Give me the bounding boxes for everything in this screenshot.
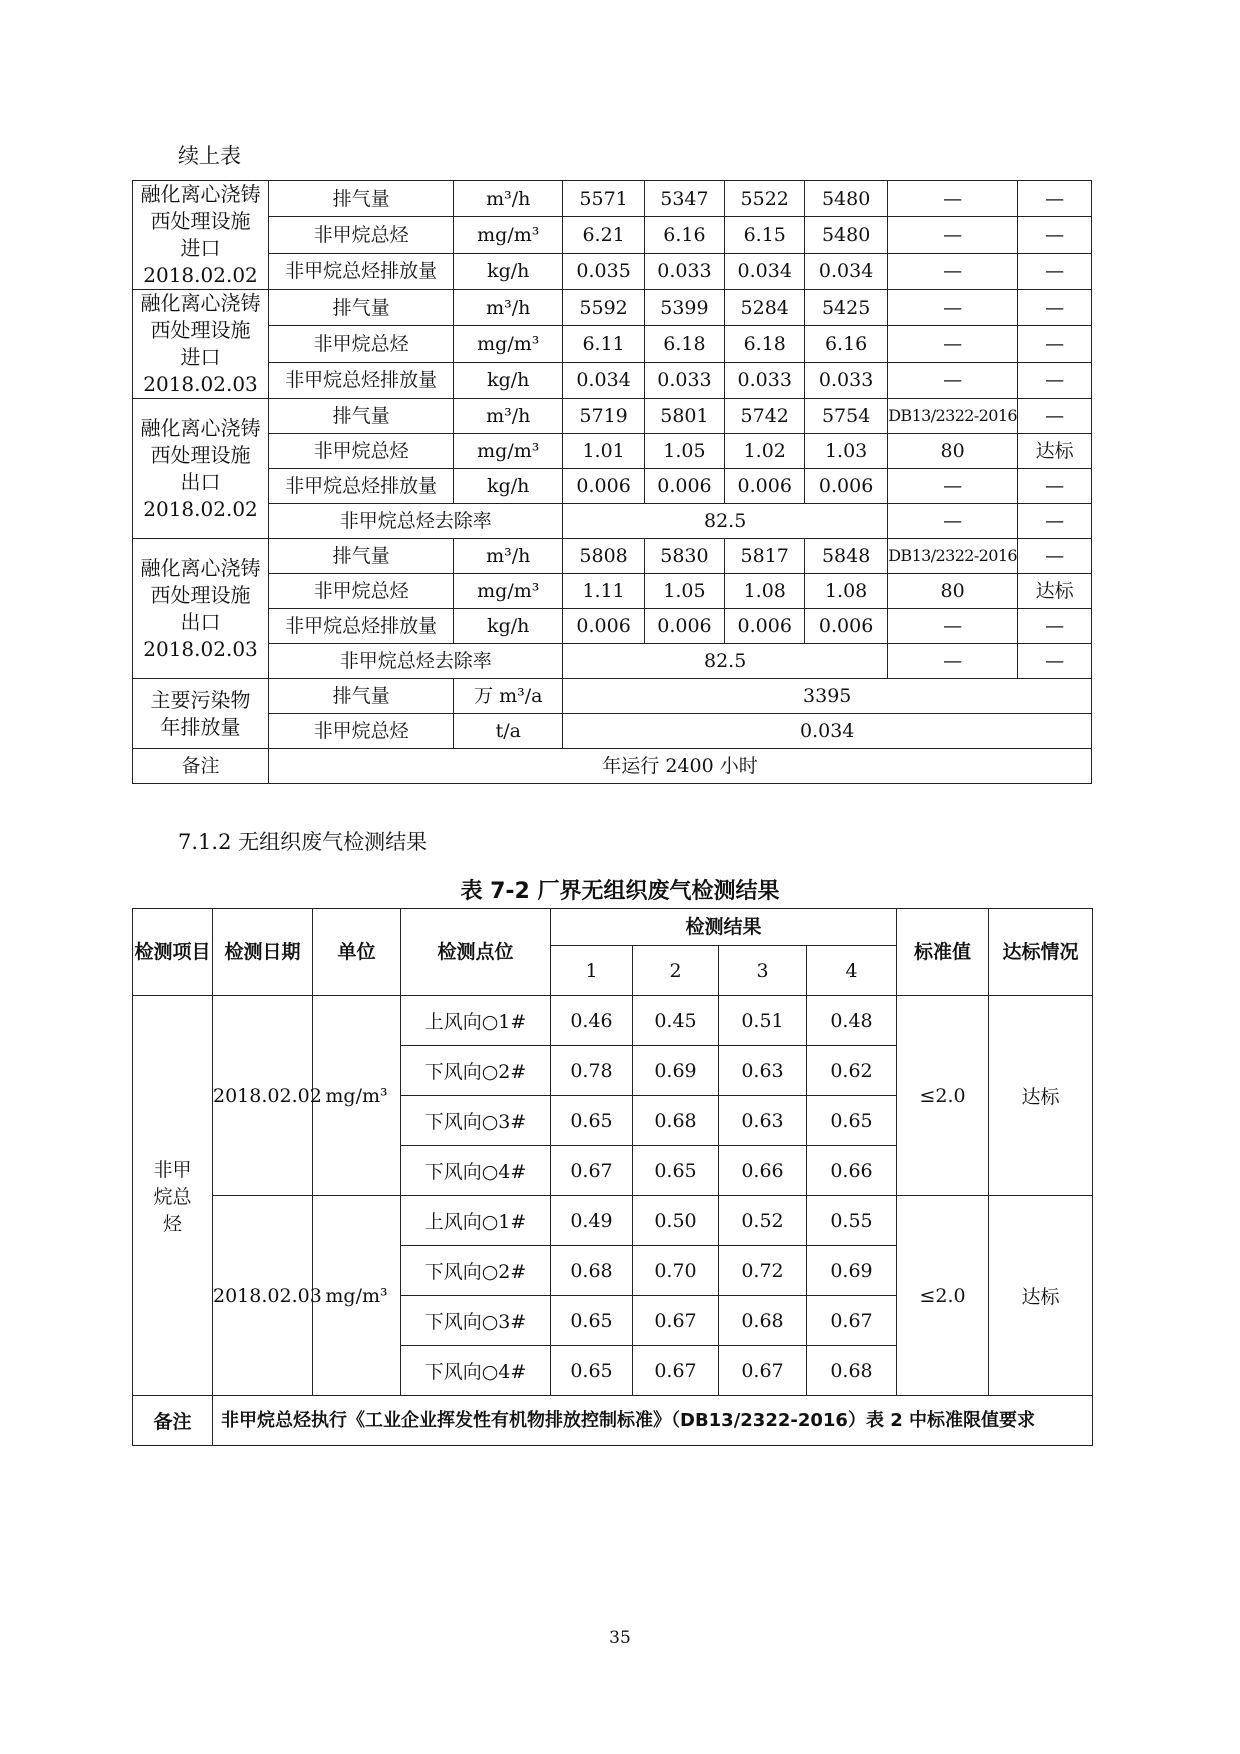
group-label (133, 539, 269, 679)
value-cell: 1.08 (805, 574, 888, 609)
unit-cell: kg/h (454, 253, 563, 289)
unit-cell: kg/h (454, 469, 563, 504)
value-cell: 0.68 (719, 1296, 807, 1346)
group-label-line: 出口 (180, 609, 221, 634)
point-cell: 上风向○1# (401, 996, 551, 1046)
status-cell: — (1018, 539, 1092, 574)
standard-cell: — (887, 290, 1017, 326)
value-cell: 0.033 (644, 362, 724, 398)
value-cell: 5399 (644, 290, 724, 326)
header-item: 检测项目 (133, 909, 213, 996)
standard-cell: DB13/2322-2016 (887, 399, 1017, 434)
value-cell: 0.65 (633, 1146, 719, 1196)
value-cell: 1.05 (644, 434, 724, 469)
value-cell: 6.18 (644, 326, 724, 362)
standard-cell: — (887, 217, 1017, 253)
group-label-line: 2018.02.03 (143, 636, 258, 661)
point-cell: 上风向○1# (401, 1196, 551, 1246)
annual-value: 0.034 (563, 714, 1092, 749)
date-cell: 2018.02.02 (213, 996, 313, 1196)
note-label: 备注 (133, 1396, 213, 1446)
value-cell: 0.68 (807, 1346, 897, 1396)
annual-row (133, 714, 1092, 749)
status-cell: — (1018, 504, 1092, 539)
value-cell: 5801 (644, 399, 724, 434)
table-row (133, 290, 1092, 326)
unit-cell: m³/h (454, 181, 563, 217)
note-row (133, 1396, 1093, 1446)
table-caption: 表 7-2 厂界无组织废气检测结果 (460, 879, 780, 904)
status-cell: 达标 (1018, 434, 1092, 469)
unit-cell: kg/h (454, 609, 563, 644)
value-cell: 6.21 (563, 217, 644, 253)
group-label-line: 融化离心浇铸 (140, 415, 261, 440)
header-col-2: 2 (633, 946, 719, 996)
point-cell: 下风向○2# (401, 1046, 551, 1096)
value-cell: 6.18 (725, 326, 805, 362)
standard-cell: 80 (887, 574, 1017, 609)
value-cell: 0.70 (633, 1246, 719, 1296)
value-cell: 0.78 (551, 1046, 633, 1096)
value-cell: 0.006 (805, 609, 888, 644)
value-cell: 0.006 (644, 609, 724, 644)
value-cell: 0.006 (725, 469, 805, 504)
annual-row (133, 679, 1092, 714)
value-cell: 5848 (805, 539, 888, 574)
item-cell: 排气量 (269, 539, 454, 574)
value-cell: 0.69 (807, 1246, 897, 1296)
status-cell: 达标 (1018, 574, 1092, 609)
group-label-line: 西处理设施 (150, 442, 251, 467)
value-cell: 0.65 (551, 1096, 633, 1146)
standard-cell: — (887, 609, 1017, 644)
table-row (133, 434, 1092, 469)
item-cell: 非甲烷总烃 (269, 434, 454, 469)
value-cell: 0.66 (807, 1146, 897, 1196)
value-cell: 0.65 (807, 1096, 897, 1146)
value-cell: 1.08 (725, 574, 805, 609)
value-cell: 0.52 (719, 1196, 807, 1246)
status-cell: 达标 (989, 1196, 1093, 1396)
value-cell: 0.65 (551, 1296, 633, 1346)
value-cell: 0.66 (719, 1146, 807, 1196)
point-cell: 下风向○2# (401, 1246, 551, 1296)
note-row (133, 749, 1092, 784)
status-cell: — (1018, 290, 1092, 326)
group-label-line: 西处理设施 (150, 318, 251, 342)
unit-cell: mg/m³ (313, 1196, 401, 1396)
item-cell: 排气量 (269, 399, 454, 434)
item-cell: 排气量 (269, 290, 454, 326)
value-cell: 0.033 (644, 253, 724, 289)
standard-cell: — (887, 504, 1017, 539)
status-cell: — (1018, 609, 1092, 644)
value-cell: 0.63 (719, 1046, 807, 1096)
section-heading: 7.1.2 无组织废气检测结果 (178, 830, 428, 854)
value-cell: 0.006 (725, 609, 805, 644)
value-cell: 5754 (805, 399, 888, 434)
item-name: 非甲烷总烃 (133, 996, 213, 1396)
value-cell: 1.11 (563, 574, 644, 609)
header-status: 达标情况 (989, 909, 1093, 996)
table-row (133, 609, 1092, 644)
header-results: 检测结果 (551, 909, 897, 946)
emission-table-body (133, 181, 1092, 784)
item-cell: 非甲烷总烃排放量 (269, 469, 454, 504)
value-cell: 1.03 (805, 434, 888, 469)
value-cell: 0.69 (633, 1046, 719, 1096)
item-cell: 非甲烷总烃排放量 (269, 253, 454, 289)
value-cell: 0.033 (725, 362, 805, 398)
value-cell: 0.035 (563, 253, 644, 289)
value-cell: 0.51 (719, 996, 807, 1046)
group-label (133, 181, 269, 290)
standard-cell: 80 (887, 434, 1017, 469)
item-cell: 排气量 (269, 679, 454, 714)
note-text: 非甲烷总烃执行《工业企业挥发性有机物排放控制标准》（DB13/2322-2016）表 2 中标准限值要求 (213, 1396, 1093, 1446)
point-cell: 下风向○4# (401, 1146, 551, 1196)
standard-cell: — (887, 362, 1017, 398)
value-cell: 6.15 (725, 217, 805, 253)
value-cell: 5284 (725, 290, 805, 326)
value-cell: 0.006 (563, 609, 644, 644)
status-cell: — (1018, 326, 1092, 362)
value-cell: 0.006 (805, 469, 888, 504)
group-label-line: 出口 (180, 469, 221, 494)
header-unit: 单位 (313, 909, 401, 996)
group-label-line: 2018.02.02 (143, 263, 258, 287)
table-row (133, 539, 1092, 574)
item-cell: 非甲烷总烃排放量 (269, 362, 454, 398)
annual-label: 主要污染物年排放量 (133, 679, 269, 749)
emission-table (132, 180, 1092, 784)
table-row (133, 362, 1092, 398)
point-cell: 下风向○3# (401, 1096, 551, 1146)
unit-cell: mg/m³ (454, 326, 563, 362)
table-row (133, 326, 1092, 362)
table-row (133, 217, 1092, 253)
group-label (133, 290, 269, 399)
status-cell: — (1018, 399, 1092, 434)
value-cell: 0.68 (551, 1246, 633, 1296)
status-cell: — (1018, 469, 1092, 504)
status-cell: 达标 (989, 996, 1093, 1196)
fugitive-gas-table-body (133, 996, 1093, 1446)
unit-cell: m³/h (454, 290, 563, 326)
header-col-3: 3 (719, 946, 807, 996)
table-row (133, 181, 1092, 217)
value-cell: 0.033 (805, 362, 888, 398)
status-cell: — (1018, 253, 1092, 289)
standard-cell: — (887, 253, 1017, 289)
value-cell: 5742 (725, 399, 805, 434)
item-cell: 非甲烷总烃 (269, 574, 454, 609)
unit-cell: t/a (454, 714, 563, 749)
page-number: 35 (609, 1628, 631, 1648)
standard-cell: — (887, 326, 1017, 362)
group-label-line: 2018.02.02 (143, 496, 258, 521)
value-cell: 5817 (725, 539, 805, 574)
value-cell: 0.48 (807, 996, 897, 1046)
table-row (133, 574, 1092, 609)
table-row (133, 469, 1092, 504)
value-cell: 0.67 (807, 1296, 897, 1346)
value-cell: 0.006 (644, 469, 724, 504)
table-row (133, 253, 1092, 289)
removal-value: 82.5 (563, 504, 887, 539)
unit-cell: kg/h (454, 362, 563, 398)
group-label-line: 进口 (180, 236, 221, 260)
group-label-line: 2018.02.03 (143, 372, 258, 396)
header-col-1: 1 (551, 946, 633, 996)
removal-row (133, 644, 1092, 679)
unit-cell: mg/m³ (454, 574, 563, 609)
status-cell: — (1018, 362, 1092, 398)
table-row (133, 1196, 1093, 1246)
unit-cell: mg/m³ (454, 434, 563, 469)
status-cell: — (1018, 181, 1092, 217)
status-cell: — (1018, 217, 1092, 253)
date-cell: 2018.02.03 (213, 1196, 313, 1396)
item-cell: 非甲烷总烃 (269, 326, 454, 362)
value-cell: 0.50 (633, 1196, 719, 1246)
value-cell: 0.67 (551, 1146, 633, 1196)
point-cell: 下风向○3# (401, 1296, 551, 1346)
removal-label: 非甲烷总烃去除率 (269, 644, 563, 679)
status-cell: — (1018, 644, 1092, 679)
value-cell: 0.034 (805, 253, 888, 289)
standard-cell: — (887, 469, 1017, 504)
continuation-label: 续上表 (178, 144, 241, 168)
value-cell: 5719 (563, 399, 644, 434)
value-cell: 0.67 (633, 1346, 719, 1396)
value-cell: 6.16 (805, 326, 888, 362)
header-col-4: 4 (807, 946, 897, 996)
value-cell: 5522 (725, 181, 805, 217)
item-cell: 非甲烷总烃排放量 (269, 609, 454, 644)
value-cell: 5480 (805, 217, 888, 253)
group-label-line: 融化离心浇铸 (140, 291, 261, 315)
standard-cell: — (887, 644, 1017, 679)
standard-cell: DB13/2322-2016 (887, 539, 1017, 574)
unit-cell: 万 m³/a (454, 679, 563, 714)
value-cell: 5592 (563, 290, 644, 326)
value-cell: 5571 (563, 181, 644, 217)
value-cell: 6.16 (644, 217, 724, 253)
unit-cell: mg/m³ (454, 217, 563, 253)
note-text: 年运行 2400 小时 (269, 749, 1092, 784)
header-standard: 标准值 (897, 909, 989, 996)
standard-cell: — (887, 181, 1017, 217)
value-cell: 0.72 (719, 1246, 807, 1296)
note-label: 备注 (133, 749, 269, 784)
unit-cell: mg/m³ (313, 996, 401, 1196)
group-label-line: 进口 (180, 345, 221, 369)
value-cell: 0.67 (719, 1346, 807, 1396)
value-cell: 5425 (805, 290, 888, 326)
fugitive-gas-table (132, 908, 1093, 1446)
table-row (133, 399, 1092, 434)
annual-value: 3395 (563, 679, 1092, 714)
header-date: 检测日期 (213, 909, 313, 996)
standard-cell: ≤2.0 (897, 1196, 989, 1396)
value-cell: 0.006 (563, 469, 644, 504)
value-cell: 5808 (563, 539, 644, 574)
value-cell: 0.68 (633, 1096, 719, 1146)
item-cell: 排气量 (269, 181, 454, 217)
item-cell: 非甲烷总烃 (269, 217, 454, 253)
removal-row (133, 504, 1092, 539)
value-cell: 0.67 (633, 1296, 719, 1346)
value-cell: 0.49 (551, 1196, 633, 1246)
value-cell: 1.02 (725, 434, 805, 469)
value-cell: 0.63 (719, 1096, 807, 1146)
value-cell: 5347 (644, 181, 724, 217)
value-cell: 0.45 (633, 996, 719, 1046)
group-label-line: 融化离心浇铸 (140, 182, 261, 206)
value-cell: 5480 (805, 181, 888, 217)
removal-label: 非甲烷总烃去除率 (269, 504, 563, 539)
table-row (133, 996, 1093, 1046)
value-cell: 0.034 (563, 362, 644, 398)
group-label (133, 399, 269, 539)
point-cell: 下风向○4# (401, 1346, 551, 1396)
group-label-line: 融化离心浇铸 (140, 555, 261, 580)
value-cell: 0.46 (551, 996, 633, 1046)
standard-cell: ≤2.0 (897, 996, 989, 1196)
value-cell: 5830 (644, 539, 724, 574)
unit-cell: m³/h (454, 539, 563, 574)
group-label-line: 西处理设施 (150, 209, 251, 233)
value-cell: 6.11 (563, 326, 644, 362)
value-cell: 0.55 (807, 1196, 897, 1246)
value-cell: 1.01 (563, 434, 644, 469)
value-cell: 0.034 (725, 253, 805, 289)
value-cell: 0.62 (807, 1046, 897, 1096)
item-cell: 非甲烷总烃 (269, 714, 454, 749)
group-label-line: 西处理设施 (150, 582, 251, 607)
value-cell: 0.65 (551, 1346, 633, 1396)
header-point: 检测点位 (401, 909, 551, 996)
value-cell: 1.05 (644, 574, 724, 609)
removal-value: 82.5 (563, 644, 887, 679)
unit-cell: m³/h (454, 399, 563, 434)
